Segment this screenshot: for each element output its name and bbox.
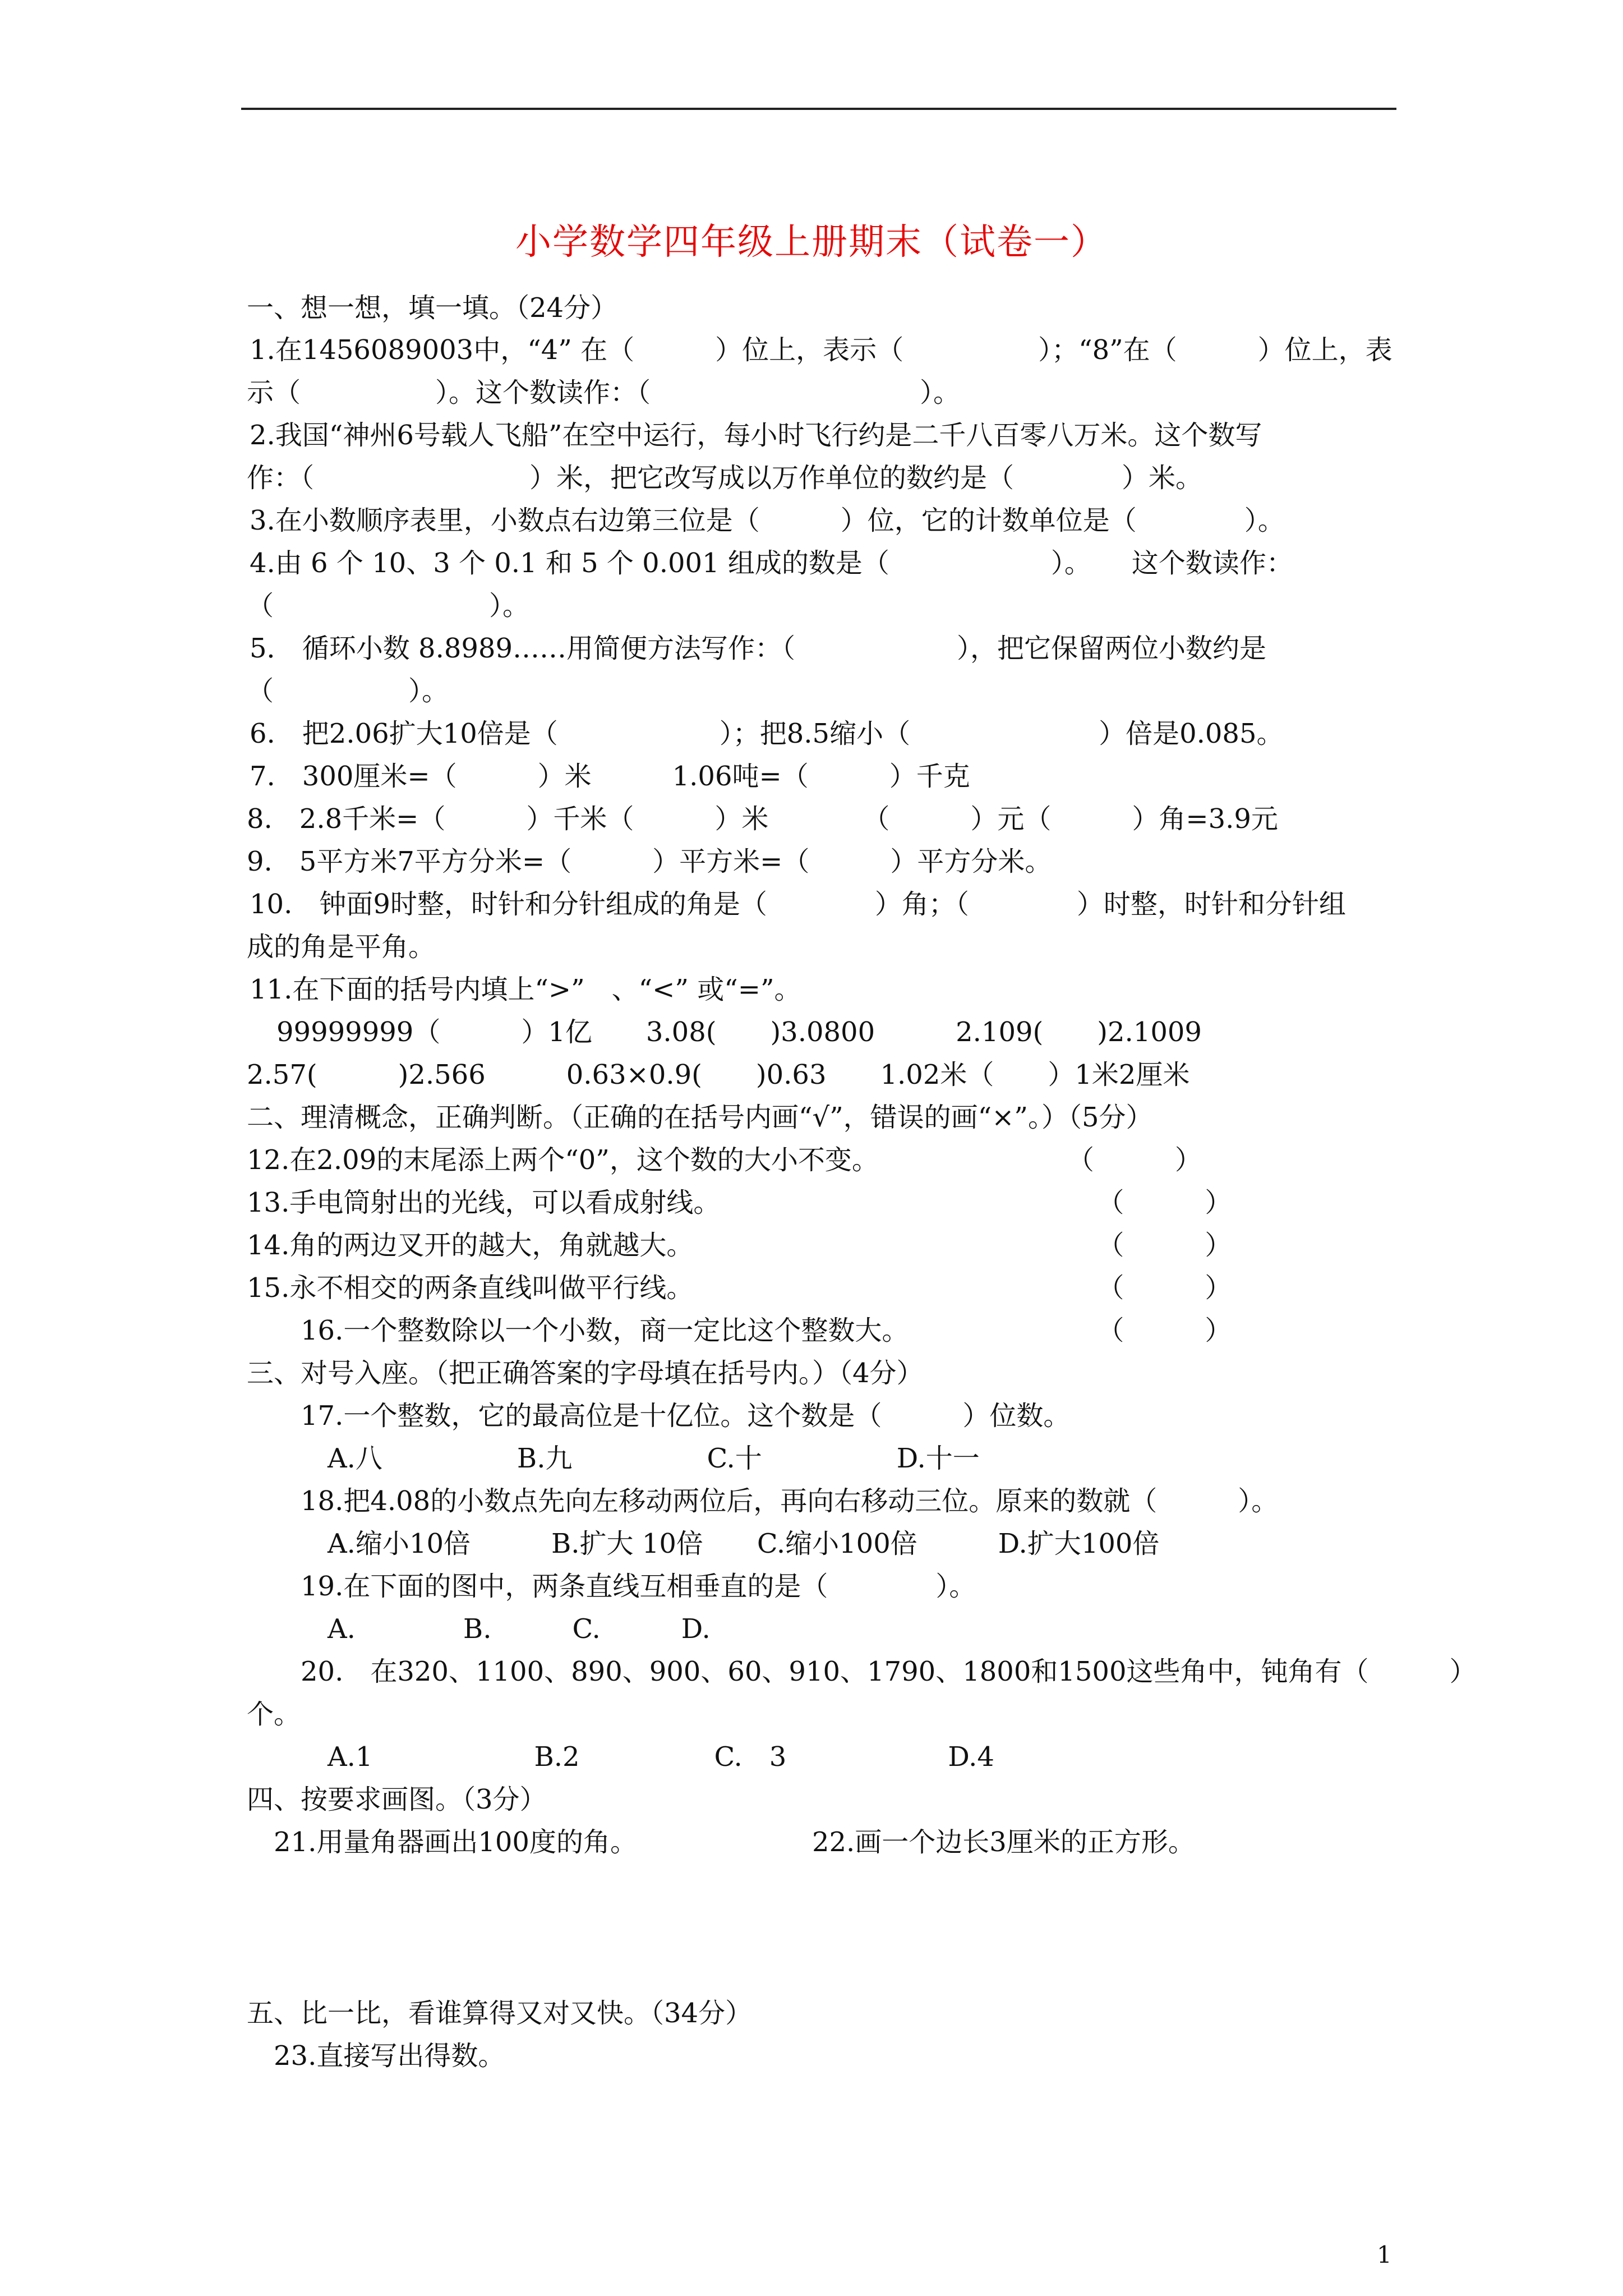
section-4-heading: 四、按要求画图。（3分）: [247, 1784, 547, 1815]
question-11-row-2: 2.57( )2.566 0.63×0.9( )0.63 1.02米（ ）1米2厘米: [247, 1059, 1190, 1091]
page-title: 小学数学四年级上册期末（试卷一）: [515, 222, 1108, 263]
question-19: 19.在下面的图中，两条直线互相垂直的是（ ）。: [247, 1571, 976, 1602]
question-2-line-2: 作：（ ）米，把它改写成以万作单位的数约是（ ）米。: [247, 462, 1203, 494]
question-19-options: A. B. C. D.: [247, 1613, 711, 1645]
question-13: 13.手电筒射出的光线，可以看成射线。 （ ）: [247, 1187, 1232, 1218]
question-7: 7. 300厘米=（ ）米 1.06吨=（ ）千克: [250, 761, 970, 792]
question-5-line-1: 5． 循环小数 8.8989……用简便方法写作：（ ），把它保留两位小数约是: [250, 633, 1267, 664]
question-6: 6. 把2.06扩大10倍是（ ）；把8.5缩小（ ）倍是0.085。: [250, 718, 1284, 749]
question-5-line-2: （ ）。: [247, 675, 449, 707]
question-18-options: A.缩小10倍 B.扩大 10倍 C.缩小100倍 D.扩大100倍: [247, 1528, 1160, 1559]
section-1-heading: 一、想一想，填一填。（24分）: [247, 292, 618, 324]
question-15: 15.永不相交的两条直线叫做平行线。 （ ）: [247, 1272, 1232, 1304]
section-3-heading: 三、对号入座。（把正确答案的字母填在括号内。）（4分）: [247, 1358, 924, 1389]
question-11-row-1: 99999999（ ）1亿 3.08( )3.0800 2.109( )2.1009: [250, 1016, 1202, 1048]
question-20-line-1: 20. 在320、1100、890、900、60、910、1790、1800和1500这些角中，钝角有（ ）: [247, 1656, 1477, 1687]
question-12: 12.在2.09的末尾添上两个“0”，这个数的大小不变。 （ ）: [247, 1144, 1202, 1176]
question-11: 11.在下面的括号内填上“>” 、“<” 或“=”。: [250, 974, 801, 1005]
question-23: 23.直接写出得数。: [247, 2040, 505, 2072]
question-18: 18.把4.08的小数点先向左移动两位后，再向右移动三位。原来的数就（ ）。: [247, 1485, 1279, 1517]
question-10-line-1: 10. 钟面9时整，时针和分针组成的角是（ ）角；（ ）时整，时针和分针组: [250, 889, 1346, 920]
section-2-heading: 二、理清概念，正确判断。（正确的在括号内画“√”，错误的画“×”。）（5分）: [247, 1102, 1153, 1133]
question-20-line-2: 个。: [247, 1699, 301, 1730]
question-9: 9. 5平方米7平方分米=（ ）平方米=（ ）平方分米。: [247, 846, 1052, 877]
question-8: 8. 2.8千米=（ ）千米（ ）米 （ ）元（ ）角=3.9元: [247, 803, 1278, 835]
question-1-line-1: 1.在1456089003中，“4” 在（ ）位上，表示（ ）；“8”在（ ）位上，表: [250, 334, 1393, 366]
section-5-heading: 五、比一比，看谁算得又对又快。（34分）: [247, 1998, 753, 2029]
question-17-options: A.八 B.九 C.十 D.十一: [247, 1443, 980, 1474]
question-4-line-1: 4.由 6 个 10、3 个 0.1 和 5 个 0.001 组成的数是（ ）。 这个数读作：: [250, 547, 1293, 579]
question-2-line-1: 2.我国“神州6号载人飞船”在空中运行，每小时飞行约是二千八百零八万米。这个数写: [250, 420, 1262, 451]
question-3: 3.在小数顺序表里，小数点右边第三位是（ ）位，它的计数单位是（ ）。: [250, 505, 1285, 536]
question-16: 16.一个整数除以一个小数，商一定比这个整数大。 （ ）: [247, 1315, 1232, 1346]
questions-21-22: 21.用量角器画出100度的角。 22.画一个边长3厘米的正方形。: [247, 1826, 1195, 1858]
question-20-options: A.1 B.2 C. 3 D.4: [247, 1741, 994, 1773]
question-17: 17.一个整数，它的最高位是十亿位。这个数是（ ）位数。: [247, 1400, 1071, 1432]
question-14: 14.角的两边叉开的越大，角就越大。 （ ）: [247, 1230, 1232, 1261]
question-4-line-2: （ ）。: [247, 590, 530, 622]
header-rule: [241, 108, 1396, 110]
question-10-line-2: 成的角是平角。: [247, 931, 436, 963]
page-number: 1: [1377, 2241, 1392, 2269]
question-1-line-2: 示（ ）。这个数读作：（ ）。: [247, 377, 961, 408]
